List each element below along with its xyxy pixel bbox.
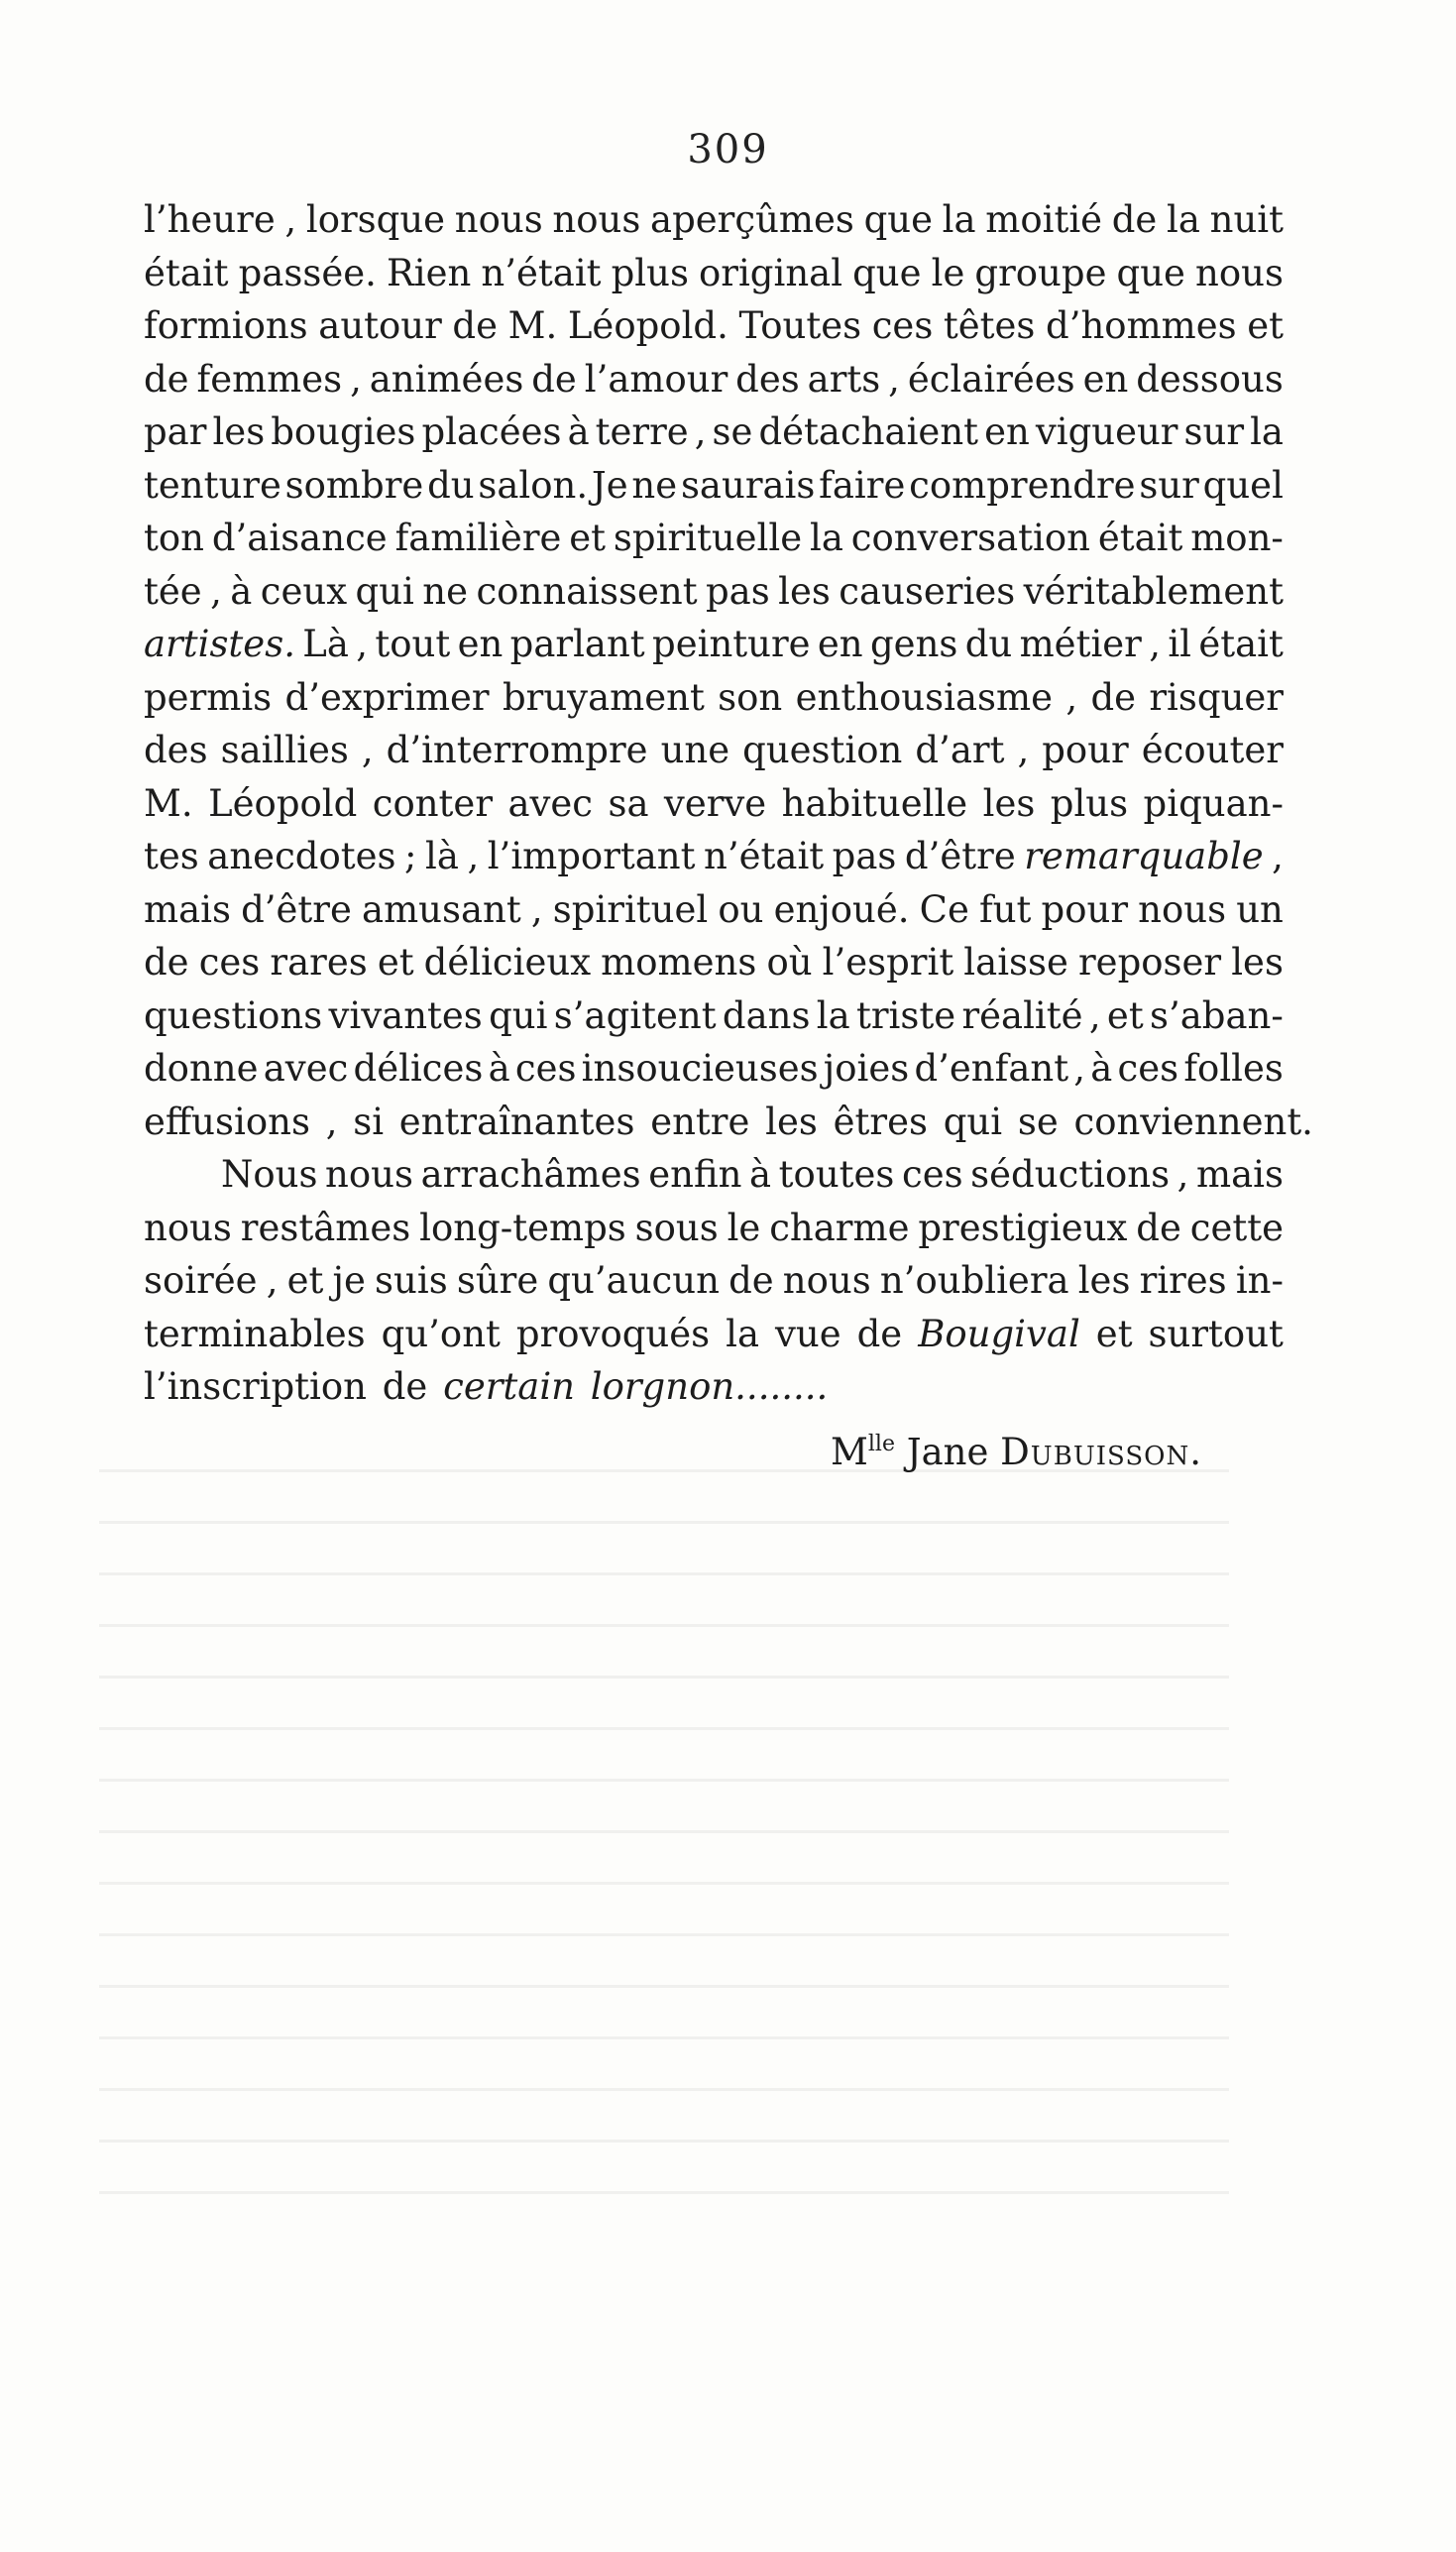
word: les bbox=[212, 410, 266, 453]
word: question bbox=[742, 729, 903, 771]
word: l’important bbox=[487, 835, 696, 877]
word: ces bbox=[198, 941, 261, 984]
word: que bbox=[863, 198, 933, 241]
word: où bbox=[766, 941, 813, 984]
word: la bbox=[726, 1312, 760, 1355]
word: à bbox=[567, 410, 590, 453]
word: soirée bbox=[144, 1259, 258, 1302]
word: , bbox=[1149, 623, 1161, 665]
text-line bbox=[144, 459, 1284, 513]
word: nous bbox=[1138, 887, 1227, 931]
word: , bbox=[350, 357, 362, 401]
word: qu’ont bbox=[381, 1312, 501, 1355]
word: détachaient bbox=[758, 410, 979, 453]
word: ces bbox=[514, 1047, 577, 1090]
word: Toutes bbox=[738, 304, 862, 347]
word: tout bbox=[375, 623, 451, 665]
word: risquer bbox=[1149, 675, 1284, 719]
word: un bbox=[1236, 887, 1284, 931]
word: la bbox=[1250, 410, 1284, 453]
word: dans bbox=[722, 993, 811, 1037]
word: têtes bbox=[943, 304, 1036, 347]
word: faire bbox=[819, 463, 906, 507]
word: ces bbox=[1117, 1047, 1179, 1090]
text-line bbox=[144, 406, 1284, 459]
word: lorsque bbox=[305, 198, 446, 241]
text-line bbox=[144, 1202, 1284, 1255]
word: la bbox=[816, 993, 850, 1037]
word: groupe bbox=[974, 251, 1107, 294]
word: l’amour bbox=[584, 357, 728, 401]
word: , bbox=[694, 410, 707, 453]
text-line bbox=[144, 299, 1284, 353]
word: familière bbox=[394, 517, 562, 559]
word: par bbox=[144, 410, 207, 453]
word: femmes bbox=[196, 357, 343, 401]
text-line bbox=[144, 1360, 1284, 1414]
text-line bbox=[144, 193, 1284, 247]
word: , bbox=[356, 623, 369, 665]
word: n’était bbox=[704, 835, 825, 877]
word: enjoué. bbox=[773, 887, 910, 931]
word: conter bbox=[372, 781, 494, 825]
word: et bbox=[1106, 993, 1144, 1037]
word: sous bbox=[634, 1206, 719, 1249]
word: , bbox=[530, 887, 543, 931]
word: reposer bbox=[1078, 941, 1222, 984]
word: son bbox=[718, 675, 783, 719]
text-line bbox=[144, 883, 1284, 937]
word: mon- bbox=[1190, 517, 1284, 559]
word: vigueur bbox=[1035, 410, 1178, 453]
word: provoqués bbox=[515, 1312, 711, 1355]
text-line bbox=[144, 1148, 1284, 1202]
word: peinture bbox=[652, 623, 811, 665]
word: avec bbox=[263, 1047, 349, 1090]
word: mais bbox=[144, 887, 231, 931]
word: véritablement bbox=[1023, 569, 1284, 613]
word: pour bbox=[1042, 729, 1129, 771]
word: , bbox=[1176, 1153, 1189, 1196]
word: enfin bbox=[648, 1153, 742, 1196]
word: ces bbox=[871, 304, 934, 347]
word: M. bbox=[144, 781, 193, 825]
text-line bbox=[144, 1308, 1284, 1361]
text-line bbox=[144, 830, 1284, 883]
word: et bbox=[1247, 304, 1284, 347]
word: d’aisance bbox=[211, 517, 388, 559]
word: placées bbox=[421, 410, 562, 453]
word: surtout bbox=[1148, 1312, 1284, 1355]
word: était bbox=[1198, 623, 1284, 665]
word: comprendre bbox=[909, 463, 1136, 507]
word: les bbox=[982, 781, 1036, 825]
word: enthousiasme bbox=[795, 675, 1053, 719]
word: de bbox=[728, 1259, 774, 1302]
word: les bbox=[778, 569, 831, 613]
word: vivantes bbox=[328, 993, 483, 1037]
word: autour bbox=[318, 304, 442, 347]
word: causeries bbox=[839, 569, 1016, 613]
text-line bbox=[144, 671, 1284, 725]
word: Ce bbox=[919, 887, 969, 931]
word: métier bbox=[1019, 623, 1142, 665]
text-line bbox=[144, 618, 1284, 671]
italic-text: certain lorgnon........ bbox=[443, 1365, 829, 1408]
text-line bbox=[144, 247, 1284, 300]
word: fut bbox=[979, 887, 1032, 931]
word: bruyament bbox=[502, 675, 705, 719]
word: de bbox=[1136, 1206, 1181, 1249]
word: verve bbox=[663, 781, 767, 825]
word: saurais bbox=[680, 463, 816, 507]
word: qu’aucun bbox=[547, 1259, 720, 1302]
word: d’hommes bbox=[1046, 304, 1237, 347]
word: Nous bbox=[221, 1153, 318, 1196]
word: aperçûmes bbox=[650, 198, 854, 241]
word: et bbox=[286, 1259, 324, 1302]
word: bougies bbox=[271, 410, 416, 453]
word: connaissent bbox=[476, 569, 698, 613]
word: , bbox=[1073, 1047, 1086, 1090]
text-line bbox=[144, 565, 1284, 619]
word: terre bbox=[595, 410, 689, 453]
word: M. bbox=[507, 304, 558, 347]
word: les bbox=[1077, 1259, 1131, 1302]
word: de bbox=[1111, 198, 1158, 241]
word: arts bbox=[807, 357, 881, 401]
word: prestigieux bbox=[918, 1206, 1128, 1249]
word: piquan- bbox=[1143, 781, 1284, 825]
word: ou bbox=[718, 887, 764, 931]
word: charme bbox=[769, 1206, 910, 1249]
word: sur bbox=[1139, 463, 1199, 507]
word: rires bbox=[1139, 1259, 1227, 1302]
text-line bbox=[144, 1042, 1284, 1096]
word: ces bbox=[901, 1153, 963, 1196]
word: du bbox=[964, 623, 1013, 665]
signature-surname: Dubuisson. bbox=[1000, 1431, 1202, 1473]
word: l’heure bbox=[144, 198, 276, 241]
word: sa bbox=[608, 781, 649, 825]
word: pas bbox=[832, 835, 897, 877]
word: suis bbox=[375, 1259, 448, 1302]
word: tée bbox=[144, 569, 202, 613]
word: nous bbox=[1195, 251, 1284, 294]
text-segment: effusions , si entraînantes entre les êtres qui se conviennent. bbox=[144, 1100, 1313, 1143]
word: et bbox=[377, 941, 414, 984]
word: insoucieuses bbox=[581, 1047, 819, 1090]
word: d’être bbox=[241, 887, 352, 931]
signature-prefix: M bbox=[831, 1431, 868, 1473]
word: salon. bbox=[478, 463, 589, 507]
word: n’était bbox=[481, 251, 602, 294]
word: vue bbox=[775, 1312, 841, 1355]
word: Là bbox=[302, 623, 349, 665]
word: Je bbox=[591, 463, 628, 507]
word: à bbox=[749, 1153, 772, 1196]
word: que bbox=[852, 251, 922, 294]
word: nous bbox=[552, 198, 641, 241]
word: , bbox=[266, 1259, 279, 1302]
word: à bbox=[1090, 1047, 1113, 1090]
word: et bbox=[1095, 1312, 1133, 1355]
word: éclairées bbox=[907, 357, 1075, 401]
word: l’esprit bbox=[822, 941, 954, 984]
word: était bbox=[1097, 517, 1183, 559]
word: des bbox=[144, 729, 208, 771]
word: plus bbox=[1050, 781, 1129, 825]
word: les bbox=[1231, 941, 1284, 984]
signature-superscript: lle bbox=[867, 1432, 895, 1456]
word: de bbox=[856, 1312, 903, 1355]
word: long-temps bbox=[419, 1206, 626, 1249]
text-line bbox=[144, 1254, 1284, 1308]
word: de bbox=[144, 357, 189, 401]
word: ceux bbox=[260, 569, 348, 613]
word: n’oubliera bbox=[879, 1259, 1069, 1302]
word: qui bbox=[355, 569, 414, 613]
word: restâmes bbox=[240, 1206, 411, 1249]
word: amusant bbox=[362, 887, 521, 931]
word: se bbox=[712, 410, 753, 453]
word: spirituel bbox=[552, 887, 709, 931]
word: , bbox=[1065, 675, 1078, 719]
word: avec bbox=[507, 781, 594, 825]
word: à bbox=[230, 569, 253, 613]
word: joies bbox=[823, 1047, 910, 1090]
word: en bbox=[817, 623, 863, 665]
word: il bbox=[1168, 623, 1191, 665]
word: que bbox=[1116, 251, 1185, 294]
word: le bbox=[727, 1206, 761, 1249]
word: tes bbox=[144, 835, 199, 877]
word: passée. bbox=[238, 251, 377, 294]
author-signature bbox=[831, 1418, 1202, 1478]
word: plus bbox=[611, 251, 689, 294]
word: pas bbox=[706, 569, 770, 613]
text-line bbox=[144, 989, 1284, 1043]
word: Léopold. bbox=[567, 304, 728, 347]
word: qui bbox=[489, 993, 548, 1037]
word: in- bbox=[1235, 1259, 1284, 1302]
signature-name: Jane bbox=[906, 1431, 989, 1473]
word: , bbox=[467, 835, 480, 877]
word: s’aban- bbox=[1150, 993, 1284, 1037]
word: était bbox=[144, 251, 229, 294]
word: une bbox=[660, 729, 730, 771]
word: séductions bbox=[970, 1153, 1171, 1196]
word: permis bbox=[144, 675, 273, 719]
word: en bbox=[984, 410, 1030, 453]
word: formions bbox=[144, 304, 308, 347]
word: d’exprimer bbox=[284, 675, 490, 719]
word: mais bbox=[1196, 1153, 1284, 1196]
word: d’être bbox=[904, 835, 1016, 877]
word: de bbox=[452, 304, 499, 347]
word: rares bbox=[270, 941, 368, 984]
bleed-through-show-through bbox=[99, 1438, 1229, 2211]
word: ton bbox=[144, 517, 204, 559]
word: je bbox=[332, 1259, 366, 1302]
word: le bbox=[931, 251, 965, 294]
word: d’enfant bbox=[914, 1047, 1069, 1090]
word: ne bbox=[422, 569, 469, 613]
italic-word: artistes. bbox=[144, 623, 295, 665]
word: , bbox=[1272, 835, 1284, 877]
word: et bbox=[569, 517, 607, 559]
word: triste bbox=[855, 993, 956, 1037]
text-segment: l’inscription de bbox=[144, 1365, 444, 1408]
word: laisse bbox=[963, 941, 1068, 984]
word: toutes bbox=[778, 1153, 895, 1196]
word: réalité bbox=[961, 993, 1083, 1037]
word: cette bbox=[1189, 1206, 1284, 1249]
word: à bbox=[488, 1047, 510, 1090]
word: anecdotes bbox=[207, 835, 396, 877]
text-line bbox=[144, 936, 1284, 989]
word: , bbox=[210, 569, 222, 613]
word: , bbox=[1017, 729, 1030, 771]
italic-word: remarquable bbox=[1024, 835, 1264, 877]
word: Léopold bbox=[208, 781, 358, 825]
body-text bbox=[144, 193, 1313, 1414]
word: original bbox=[699, 251, 843, 294]
word: nous bbox=[454, 198, 543, 241]
word: sur bbox=[1183, 410, 1245, 453]
word: nous bbox=[325, 1153, 413, 1196]
word: gens bbox=[869, 623, 958, 665]
word: questions bbox=[144, 993, 323, 1037]
word: la bbox=[942, 198, 976, 241]
text-line bbox=[144, 777, 1284, 831]
italic-word: Bougival bbox=[918, 1312, 1080, 1355]
word: , bbox=[888, 357, 900, 401]
text-line bbox=[144, 1096, 1313, 1149]
word: d’interrompre bbox=[386, 729, 648, 771]
word: nous bbox=[144, 1206, 232, 1249]
word: momens bbox=[601, 941, 757, 984]
word: conversation bbox=[850, 517, 1090, 559]
word: spirituelle bbox=[613, 517, 803, 559]
word: en bbox=[457, 623, 504, 665]
word: dessous bbox=[1136, 357, 1284, 401]
word: de bbox=[531, 357, 577, 401]
word: s’agitent bbox=[553, 993, 717, 1037]
word: d’art bbox=[915, 729, 1005, 771]
word: là bbox=[425, 835, 459, 877]
word: quel bbox=[1202, 463, 1284, 507]
word: la bbox=[1167, 198, 1200, 241]
word: habituelle bbox=[781, 781, 968, 825]
word: , bbox=[1088, 993, 1101, 1037]
word: ne bbox=[631, 463, 678, 507]
word: ; bbox=[404, 835, 417, 877]
text-line bbox=[144, 512, 1284, 565]
word: écouter bbox=[1141, 729, 1284, 771]
word: du bbox=[427, 463, 475, 507]
word: sombre bbox=[284, 463, 424, 507]
word: délicieux bbox=[423, 941, 592, 984]
text-line bbox=[144, 353, 1284, 406]
word: en bbox=[1082, 357, 1129, 401]
word: de bbox=[144, 941, 189, 984]
word: sûre bbox=[456, 1259, 539, 1302]
word: parlant bbox=[509, 623, 645, 665]
word: nuit bbox=[1209, 198, 1284, 241]
word: tenture bbox=[144, 463, 281, 507]
word: moitié bbox=[985, 198, 1103, 241]
word: délices bbox=[353, 1047, 484, 1090]
word: la bbox=[809, 517, 843, 559]
word: des bbox=[735, 357, 800, 401]
word: de bbox=[1090, 675, 1137, 719]
word: Rien bbox=[386, 251, 472, 294]
text-line bbox=[144, 724, 1284, 777]
word: saillies bbox=[220, 729, 349, 771]
word: terminables bbox=[144, 1312, 366, 1355]
word: folles bbox=[1183, 1047, 1284, 1090]
word: animées bbox=[369, 357, 524, 401]
word: , bbox=[284, 198, 297, 241]
word: , bbox=[361, 729, 374, 771]
word: nous bbox=[782, 1259, 871, 1302]
word: arrachâmes bbox=[420, 1153, 641, 1196]
word: pour bbox=[1041, 887, 1129, 931]
page-number: 309 bbox=[687, 127, 769, 173]
word: donne bbox=[144, 1047, 259, 1090]
